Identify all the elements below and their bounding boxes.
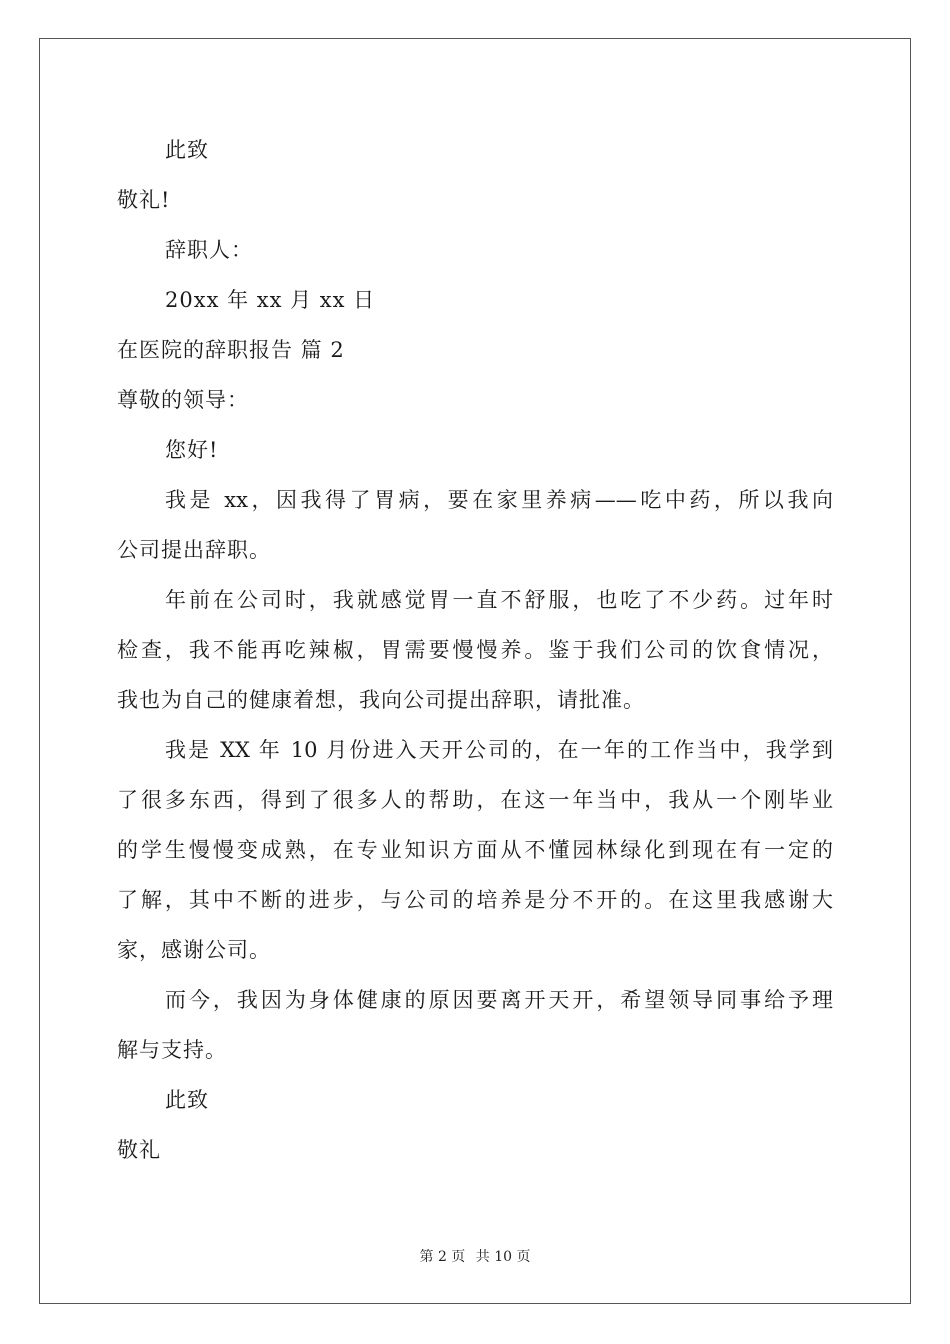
addressee: 尊敬的领导： [117, 388, 249, 412]
paragraph-3-line: 了解，其中不断的进步，与公司的培养是分不开的。在这里我感谢大 [117, 888, 833, 912]
paragraph-3-line: 了很多东西，得到了很多人的帮助，在这一年当中，我从一个刚毕业 [117, 788, 833, 812]
page-frame [39, 38, 911, 1304]
page-number: 第 2 页 [419, 1249, 466, 1265]
paragraph-4-line: 解与支持。 [117, 1038, 227, 1062]
closing-regards: 敬礼! [117, 188, 171, 212]
paragraph-2-line: 我也为自己的健康着想，我向公司提出辞职，请批准。 [117, 688, 645, 712]
paragraph-3-line: 我是 XX 年 10 月份进入天开公司的，在一年的工作当中，我学到 [165, 738, 833, 762]
letter-salutation: 此致 [165, 1088, 209, 1112]
letter-regards: 敬礼 [117, 1138, 161, 1162]
resigner-label: 辞职人： [165, 238, 253, 262]
section-title: 在医院的辞职报告 篇 2 [117, 338, 345, 362]
paragraph-3-line: 家，感谢公司。 [117, 938, 271, 962]
paragraph-3-line: 的学生慢慢变成熟，在专业知识方面从不懂园林绿化到现在有一定的 [117, 838, 833, 862]
closing-date: 20xx 年 xx 月 xx 日 [165, 288, 376, 312]
page-total: 共 10 页 [475, 1249, 531, 1265]
paragraph-4-line: 而今，我因为身体健康的原因要离开天开，希望领导同事给予理 [165, 988, 833, 1012]
paragraph-1-line: 我是 xx，因我得了胃病，要在家里养病——吃中药，所以我向 [165, 488, 833, 512]
paragraph-1-line: 公司提出辞职。 [117, 538, 271, 562]
greeting: 您好! [165, 438, 219, 462]
paragraph-2-line: 年前在公司时，我就感觉胃一直不舒服，也吃了不少药。过年时 [165, 588, 833, 612]
paragraph-2-line: 检查，我不能再吃辣椒，胃需要慢慢养。鉴于我们公司的饮食情况， [117, 638, 833, 662]
closing-salutation: 此致 [165, 138, 209, 162]
page-footer [0, 1248, 950, 1266]
